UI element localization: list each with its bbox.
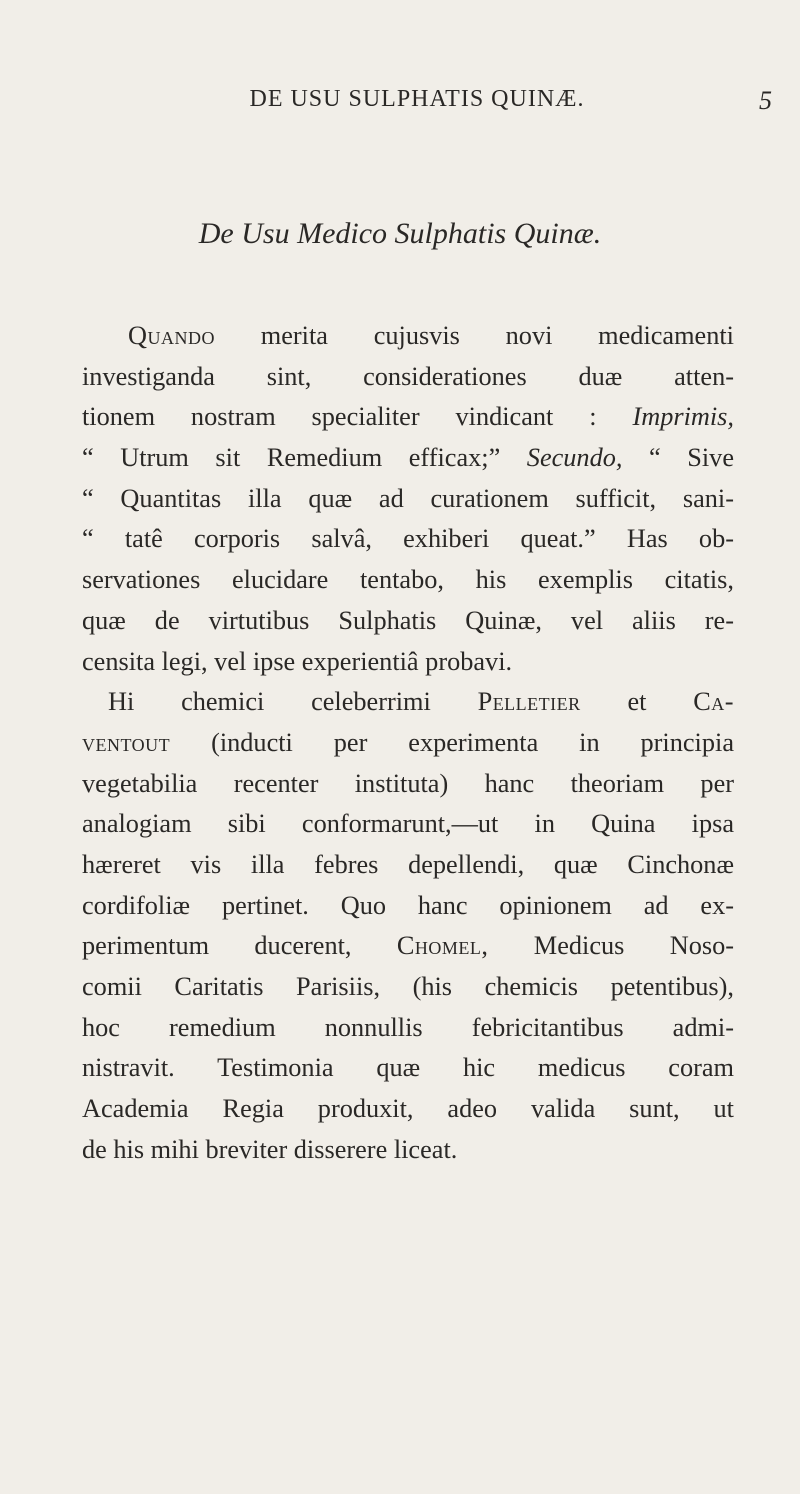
text-line [82, 560, 734, 601]
text-run: “ Quantitas illa quæ ad curationem sufficit, sani- [82, 483, 734, 513]
text-line [82, 1130, 734, 1171]
text-line [82, 479, 734, 520]
text-line [82, 642, 734, 683]
running-head [62, 86, 772, 120]
text-run: Pelletier [477, 687, 581, 717]
page-number: 5 [759, 86, 772, 115]
text-run: analogiam sibi conformarunt,—ut in Quina ipsa [82, 809, 734, 839]
text-line [82, 886, 734, 927]
text-line [82, 967, 734, 1008]
text-line [82, 926, 734, 967]
running-title: DE USU SULPHATIS QUINÆ. [249, 86, 585, 112]
text-line [82, 1089, 734, 1130]
text-line [82, 601, 734, 642]
text-run: Academia Regia produxit, adeo valida sunt, ut [82, 1094, 734, 1124]
text-run: et [580, 687, 694, 717]
text-run: de his mihi breviter disserere liceat. [82, 1134, 458, 1164]
text-run: “ Sive [622, 443, 734, 473]
text-line [82, 845, 734, 886]
text-run: perimentum ducerent, [82, 931, 397, 961]
paragraph-2 [82, 682, 734, 1170]
text-run: quæ de virtutibus Sulphatis Quinæ, vel aliis re- [82, 605, 734, 635]
text-run: Secundo, [526, 443, 623, 473]
text-run: Chomel, [396, 931, 489, 961]
section-title: De Usu Medico Sulphatis Quinæ. [198, 217, 602, 250]
text-run: Quando [128, 321, 215, 350]
text-run: Medicus Noso- [488, 931, 734, 961]
body-text [82, 316, 734, 1170]
text-line [82, 723, 734, 764]
text-run: ventout [82, 727, 171, 757]
text-run: vegetabilia recenter instituta) hanc theoriam per [82, 768, 734, 798]
text-run: tionem nostram specialiter vindicant : [82, 402, 633, 432]
text-run: comii Caritatis Parisiis, (his chemicis petentibus), [82, 972, 734, 1001]
text-line [82, 1008, 734, 1049]
text-run: cordifoliæ pertinet. Quo hanc opinionem ad ex- [82, 890, 734, 920]
text-line [82, 357, 734, 398]
text-run: merita cujusvis novi medicamenti [215, 321, 734, 350]
text-line [82, 1048, 734, 1089]
text-run: “ tatê corporis salvâ, exhiberi queat.” Has ob- [82, 524, 734, 554]
text-run: Ca- [693, 687, 734, 717]
text-run: hæreret vis illa febres depellendi, quæ Cinchonæ [82, 849, 734, 879]
paragraph-1 [82, 316, 734, 682]
text-run: nistravit. Testimonia quæ hic medicus coram [82, 1053, 734, 1083]
text-line [82, 397, 734, 438]
text-line [82, 316, 734, 357]
text-line [82, 804, 734, 845]
text-line [82, 438, 734, 479]
text-line [82, 764, 734, 805]
text-run: censita legi, vel ipse experientiâ probavi. [82, 646, 513, 676]
text-run: hoc remedium nonnullis febricitantibus admi- [82, 1012, 734, 1042]
text-line [82, 682, 734, 723]
text-run: “ Utrum sit Remedium efficax;” [82, 443, 527, 473]
text-run: Hi chemici celeberrimi [108, 687, 478, 717]
text-run: investiganda sint, considerationes duæ atten- [82, 361, 734, 391]
text-run: (inducti per experimenta in principia [170, 727, 734, 757]
text-run: servationes elucidare tentabo, his exemplis citatis, [82, 565, 734, 595]
text-run: Imprimis, [632, 402, 734, 432]
text-line [82, 519, 734, 560]
